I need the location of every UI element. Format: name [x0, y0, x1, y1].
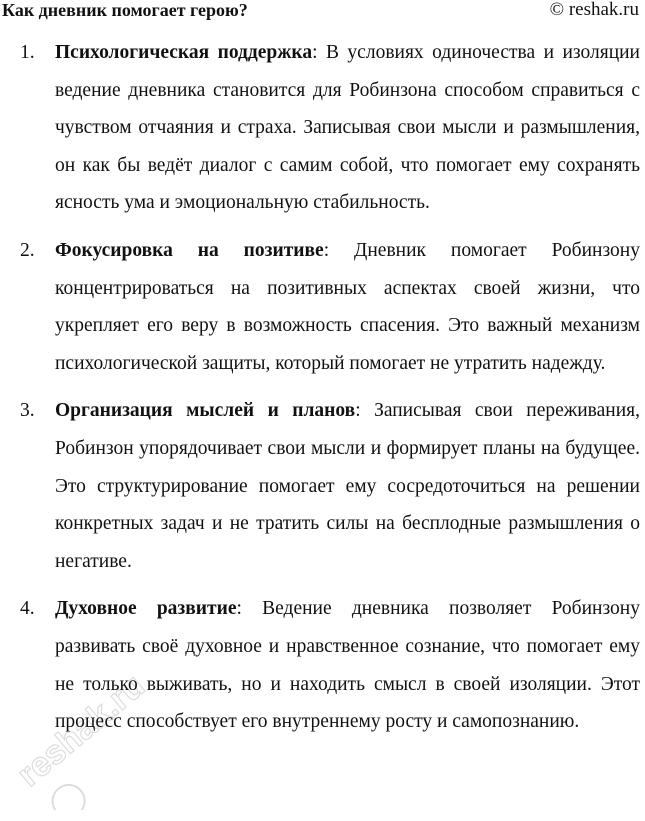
item-number: 3. [20, 400, 35, 422]
item-title: Духовное развитие [55, 598, 237, 620]
list-item-3 [0, 392, 645, 580]
item-text: : Дневник помогает Робинзону концентрироваться на позитивных аспектах своей жизни, что укрепляет его веру в возможность спасения. Это важный механизм психологической защиты, который помогает не утратить надежду. [55, 239, 640, 374]
watermark-copyright-icon [46, 778, 91, 810]
list-item-4 [0, 590, 645, 740]
page-title: Как дневник помогает герою? [2, 0, 248, 20]
list-item-2 [0, 232, 645, 382]
item-title: Психологическая поддержка [55, 42, 313, 63]
source-label: © reshak.ru [549, 0, 639, 20]
list-item-1 [0, 34, 645, 222]
page-header [0, 0, 645, 28]
item-text: : Ведение дневника позволяет Робинзону развивать своё духовное и нравственное сознание, что помогает ему не только выживать, но и находить смысл в своей изоляции. Этот процесс способствует его внутреннему росту и самопознанию. [55, 598, 640, 733]
item-title: Фокусировка на позитиве [55, 239, 324, 261]
item-text: : В условиях одиночества и изоляции ведение дневника становится для Робинзона способом справиться с чувством отчаяния и страха. Записывая свои мысли и размышления, он как бы ведёт диалог с самим собой, что помогает ему сохранять ясность ума и эмоциональную стабильность. [55, 42, 640, 214]
watermark-text: reshak.ru [10, 666, 152, 795]
item-number: 1. [20, 42, 35, 63]
item-text: : Записывая свои переживания, Робинзон упорядочивает свои мысли и формирует планы на будущее. Это структурирование помогает ему сосредоточиться на решении конкретных задач и не тратить силы на бесплодные размышления о негативе. [55, 400, 640, 572]
answer-list [0, 34, 645, 751]
item-title: Организация мыслей и планов [55, 400, 356, 422]
item-number: 2. [20, 239, 35, 261]
item-number: 4. [20, 598, 35, 620]
